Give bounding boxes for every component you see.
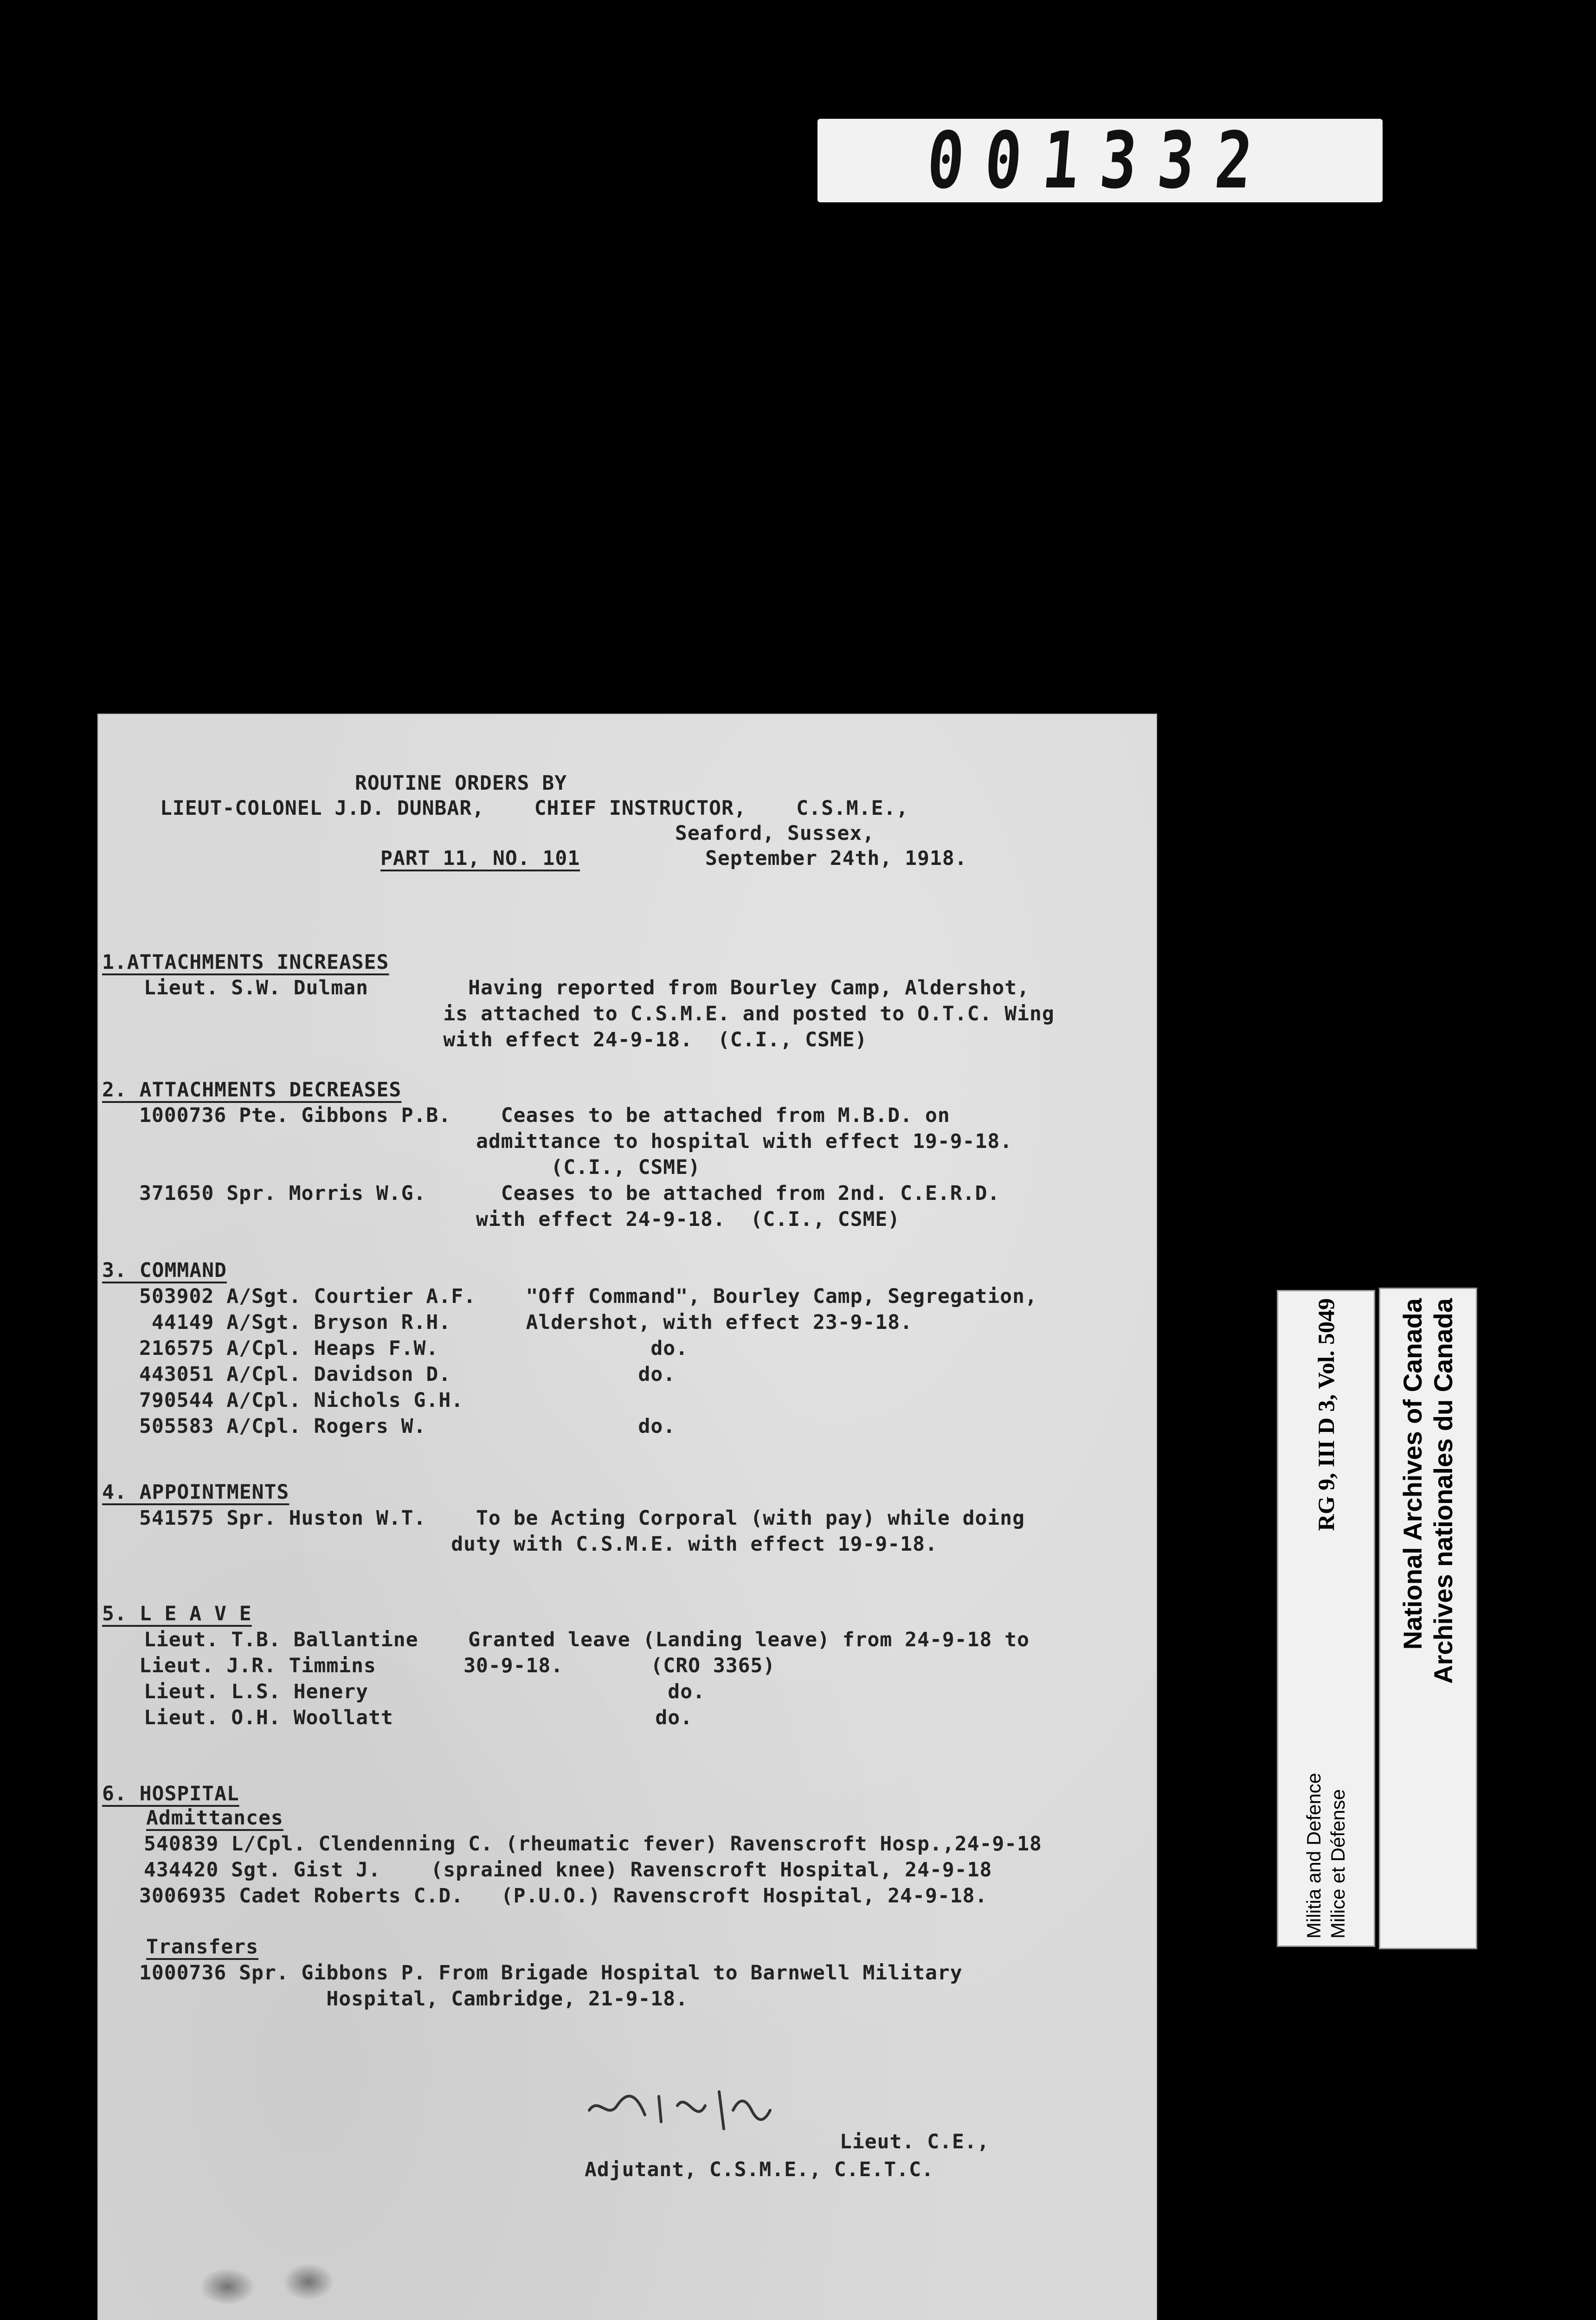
s2-line-1: 1000736 Pte. Gibbons P.B. Ceases to be attached from M.B.D. on — [139, 1104, 950, 1127]
department-name-en: Militia and Defence — [1303, 1772, 1325, 1939]
section-title-hospital: 6. HOSPITAL — [102, 1782, 239, 1805]
department-name-fr: Milice et Défense — [1327, 1789, 1349, 1939]
archive-reference: RG 9, III D 3, Vol. 5049 — [1313, 1298, 1339, 1531]
s5-line-3: Lieut. L.S. Henery do. — [144, 1680, 705, 1703]
s1-line-1: Lieut. S.W. Dulman Having reported from Bourley Camp, Aldershot, — [144, 976, 1030, 999]
s4-line-1: 541575 Spr. Huston W.T. To be Acting Corporal (with pay) while doing — [139, 1507, 1025, 1530]
s5-line-4: Lieut. O.H. Woollatt do. — [144, 1706, 693, 1729]
section-title-appointments: 4. APPOINTMENTS — [102, 1481, 290, 1504]
part-number: PART 11, NO. 101 — [380, 847, 580, 870]
s6-line-2: 434420 Sgt. Gist J. (sprained knee) Ravenscroft Hospital, 24-9-18 — [144, 1858, 992, 1882]
section-title-leave: 5. L E A V E — [102, 1602, 252, 1625]
s2-line-3: (C.I., CSME) — [139, 1156, 701, 1179]
header-line-3: Seaford, Sussex, — [675, 822, 875, 845]
section-title-attachments-increases: 1.ATTACHMENTS INCREASES — [102, 951, 389, 974]
document-page — [97, 714, 1157, 2320]
header-line-1: ROUTINE ORDERS BY — [355, 772, 567, 795]
frame-counter — [817, 115, 1383, 206]
department-label — [1277, 1290, 1375, 1947]
header-line-2: LIEUT-COLONEL J.D. DUNBAR, CHIEF INSTRUCTOR, C.S.M.E., — [160, 797, 909, 820]
s3-line-4: 443051 A/Cpl. Davidson D. do. — [139, 1363, 676, 1386]
s3-line-5: 790544 A/Cpl. Nichols G.H. — [139, 1389, 464, 1412]
s1-line-2: is attached to C.S.M.E. and posted to O.T.C. Wing — [144, 1002, 1055, 1025]
s2-line-2: admittance to hospital with effect 19-9-18. — [139, 1130, 1013, 1153]
s1-line-3: with effect 24-9-18. (C.I., CSME) — [144, 1028, 868, 1051]
signature-title: Adjutant, C.S.M.E., C.E.T.C. — [585, 2158, 934, 2181]
order-date: September 24th, 1918. — [705, 847, 967, 870]
s4-line-2: duty with C.S.M.E. with effect 19-9-18. — [139, 1533, 938, 1556]
s3-line-2: 44149 A/Sgt. Bryson R.H. Aldershot, with effect 23-9-18. — [139, 1311, 913, 1334]
s6-transfer-line-2: Hospital, Cambridge, 21-9-18. — [139, 1987, 689, 2011]
archives-name-en: National Archives of Canada — [1398, 1298, 1427, 1650]
section-title-attachments-decreases: 2. ATTACHMENTS DECREASES — [102, 1078, 402, 1102]
s2-line-4: 371650 Spr. Morris W.G. Ceases to be attached from 2nd. C.E.R.D. — [139, 1182, 1000, 1205]
s6-line-1: 540839 L/Cpl. Clendenning C. (rheumatic fever) Ravenscroft Hosp.,24-9-18 — [144, 1832, 1042, 1856]
archives-label — [1379, 1288, 1477, 1949]
frame-number: 001332 — [923, 115, 1277, 206]
s2-line-5: with effect 24-9-18. (C.I., CSME) — [139, 1208, 901, 1231]
s5-line-2: Lieut. J.R. Timmins 30-9-18. (CRO 3365) — [139, 1654, 776, 1677]
s6-transfer-line-1: 1000736 Spr. Gibbons P. From Brigade Hospital to Barnwell Military — [139, 1961, 963, 1985]
s5-line-1: Lieut. T.B. Ballantine Granted leave (Landing leave) from 24-9-18 to — [144, 1628, 1030, 1651]
handwritten-signature — [580, 2078, 803, 2138]
s6-line-3: 3006935 Cadet Roberts C.D. (P.U.O.) Ravenscroft Hospital, 24-9-18. — [139, 1884, 988, 1908]
s3-line-6: 505583 A/Cpl. Rogers W. do. — [139, 1415, 676, 1438]
hospital-transfers-subtitle: Transfers — [146, 1935, 258, 1959]
section-title-command: 3. COMMAND — [102, 1259, 227, 1282]
s3-line-1: 503902 A/Sgt. Courtier A.F. "Off Command", Bourley Camp, Segregation, — [139, 1285, 1037, 1308]
ink-smudge — [200, 2268, 255, 2305]
signature-rank: Lieut. C.E., — [840, 2130, 990, 2153]
ink-smudge — [283, 2263, 334, 2301]
s3-line-3: 216575 A/Cpl. Heaps F.W. do. — [139, 1337, 689, 1360]
archives-name-fr: Archives nationales du Canada — [1429, 1298, 1458, 1684]
hospital-admittances-subtitle: Admittances — [146, 1806, 283, 1830]
